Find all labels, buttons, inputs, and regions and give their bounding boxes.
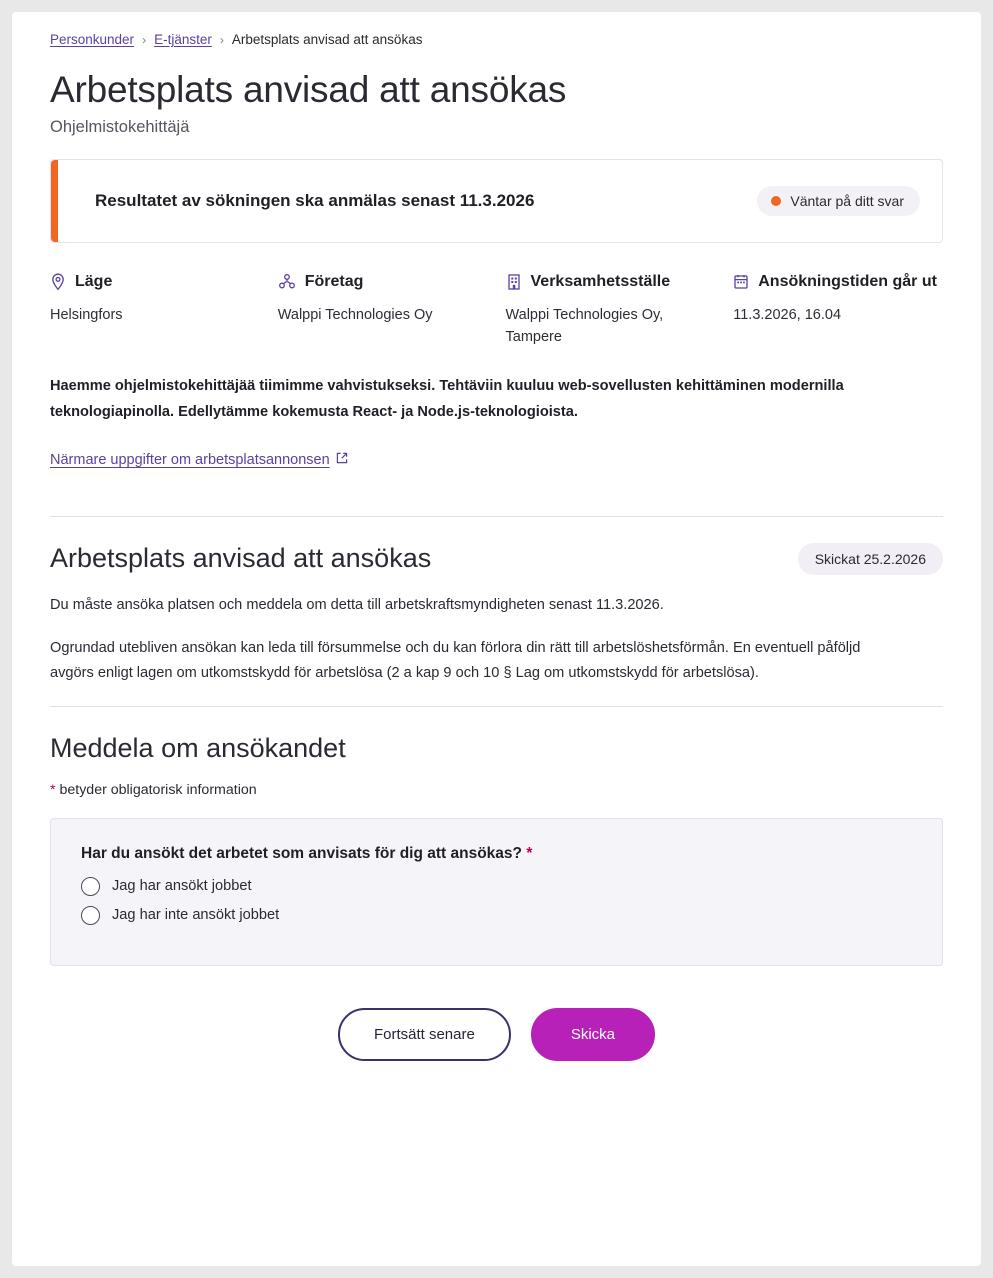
question-label — [81, 845, 912, 863]
job-ad-details-link[interactable] — [50, 452, 348, 468]
sent-badge: Skickat 25.2.2026 — [798, 543, 943, 575]
required-note — [50, 782, 943, 798]
radio-option-label: Jag har ansökt jobbet — [112, 878, 252, 895]
meta-item-header — [278, 271, 488, 296]
calendar-icon — [733, 273, 749, 296]
meta-label: Verksamhetsställe — [530, 272, 671, 290]
form-title: Meddela om ansökandet — [50, 732, 346, 763]
meta-label: Företag — [304, 272, 364, 290]
deadline-banner — [50, 159, 943, 243]
breadcrumb-item-personkunder[interactable]: Personkunder — [50, 32, 135, 47]
status-dot-icon — [771, 196, 781, 206]
meta-item-header — [50, 271, 260, 296]
continue-later-button[interactable]: Fortsätt senare — [338, 1008, 511, 1061]
meta-label: Läge — [75, 272, 113, 290]
meta-item-header — [506, 271, 716, 296]
status-badge — [757, 186, 920, 216]
radio-option-label: Jag har inte ansökt jobbet — [112, 907, 280, 924]
status-badge-label: Väntar på ditt svar — [790, 192, 904, 209]
breadcrumb-item-etjanster[interactable]: E-tjänster — [154, 32, 212, 47]
meta-value: 11.3.2026, 16.04 — [733, 306, 842, 323]
radio-circle-icon[interactable] — [81, 877, 100, 896]
building-icon — [506, 273, 522, 296]
job-description: Haemme ohjelmistokehittäjää tiimimme vahvistukseksi. Tehtäviin kuuluu web-sovellusten kehittäminen modernilla teknologiapinolla. Edellytämme kokemusta React- ja Node.js-teknologioista. — [50, 378, 844, 420]
meta-item-ansokningstiden — [733, 271, 943, 349]
required-marker: * — [50, 781, 56, 798]
breadcrumb-separator-icon: › — [219, 32, 224, 47]
question-group — [50, 818, 943, 966]
form-actions — [50, 1008, 943, 1061]
notice-paragraph-2: Ogrundad utebliven ansökan kan leda till försummelse och du kan förlora din rätt till arbetslöshetsförmån. En eventuell påföljd avgörs enligt lagen om utkomstskydd för arbetslösa (2 a kap 9 och 10 § Lag om utkomstskydd för arbetslösa). — [50, 639, 861, 681]
radio-circle-icon[interactable] — [81, 906, 100, 925]
notice-section-header — [50, 543, 943, 575]
page-container — [12, 12, 981, 1266]
meta-value: Walppi Technologies Oy, Tampere — [505, 306, 664, 346]
meta-item-verksamhetsstalle — [506, 271, 716, 349]
page-subtitle: Ohjelmistokehittäjä — [50, 117, 190, 136]
divider — [50, 706, 943, 707]
meta-value: Helsingfors — [50, 306, 123, 323]
meta-label: Ansökningstiden går ut — [758, 272, 937, 290]
breadcrumb-item-current: Arbetsplats anvisad att ansökas — [231, 32, 423, 47]
company-icon — [278, 273, 296, 296]
submit-button[interactable]: Skicka — [531, 1008, 655, 1061]
radio-option-applied[interactable] — [81, 877, 912, 896]
location-pin-icon — [50, 273, 66, 296]
meta-item-lage — [50, 271, 260, 349]
page-content — [12, 12, 981, 1061]
notice-paragraph-1: Du måste ansöka platsen och meddela om detta till arbetskraftsmyndigheten senast 11.3.2026. — [50, 596, 664, 613]
page-title: Arbetsplats anvisad att ansökas — [50, 69, 567, 110]
question-text: Har du ansökt det arbetet som anvisats för dig att ansökas? — [81, 844, 523, 862]
breadcrumb-separator-icon: › — [142, 32, 147, 47]
meta-item-foretag — [278, 271, 488, 349]
external-link-icon — [336, 452, 348, 468]
breadcrumb — [50, 32, 943, 47]
deadline-banner-text: Resultatet av sökningen ska anmälas senast 11.3.2026 — [95, 190, 535, 210]
meta-item-header — [733, 271, 943, 296]
job-meta-grid — [50, 271, 943, 349]
radio-option-not-applied[interactable] — [81, 906, 912, 925]
job-ad-details-link-label: Närmare uppgifter om arbetsplatsannonsen — [50, 451, 330, 468]
divider — [50, 516, 943, 517]
meta-value: Walppi Technologies Oy — [277, 306, 433, 323]
required-marker: * — [526, 844, 533, 862]
notice-section-title: Arbetsplats anvisad att ansökas — [50, 543, 432, 574]
required-note-label: betyder obligatorisk information — [59, 781, 257, 798]
